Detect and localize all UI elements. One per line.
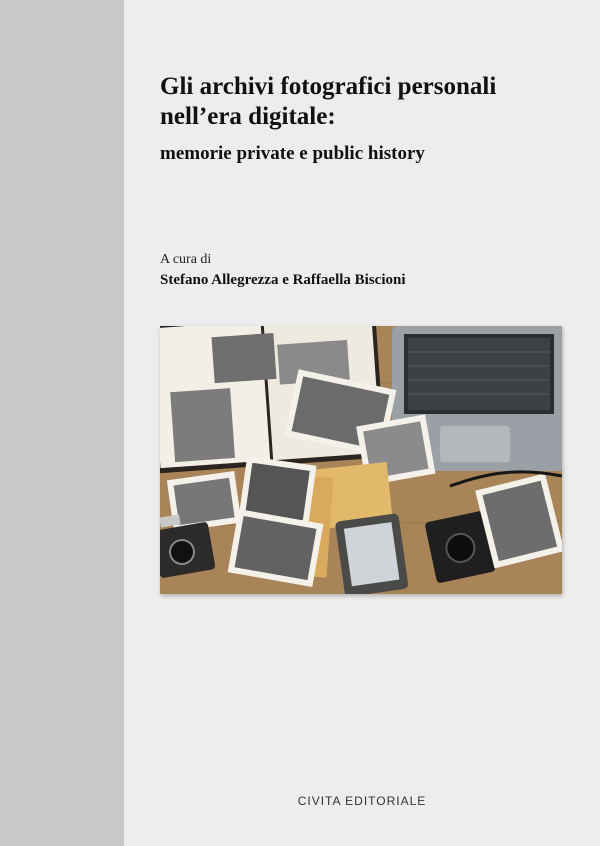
- cover-photo: [160, 326, 562, 594]
- cover-photo-illustration: [160, 326, 562, 594]
- curator-label: A cura di: [160, 252, 212, 267]
- cover-spine-band: [0, 0, 124, 846]
- book-subtitle: memorie private e public history: [160, 143, 425, 164]
- title-line-1: Gli archivi fotografici personali: [160, 73, 497, 100]
- publisher-name: CIVITA EDITORIALE: [297, 794, 427, 808]
- smartphone: [335, 513, 409, 594]
- title-line-2: nell’era digitale:: [160, 103, 336, 130]
- authors: Stefano Allegrezza e Raffaella Biscioni: [160, 272, 406, 288]
- book-title: [160, 72, 580, 132]
